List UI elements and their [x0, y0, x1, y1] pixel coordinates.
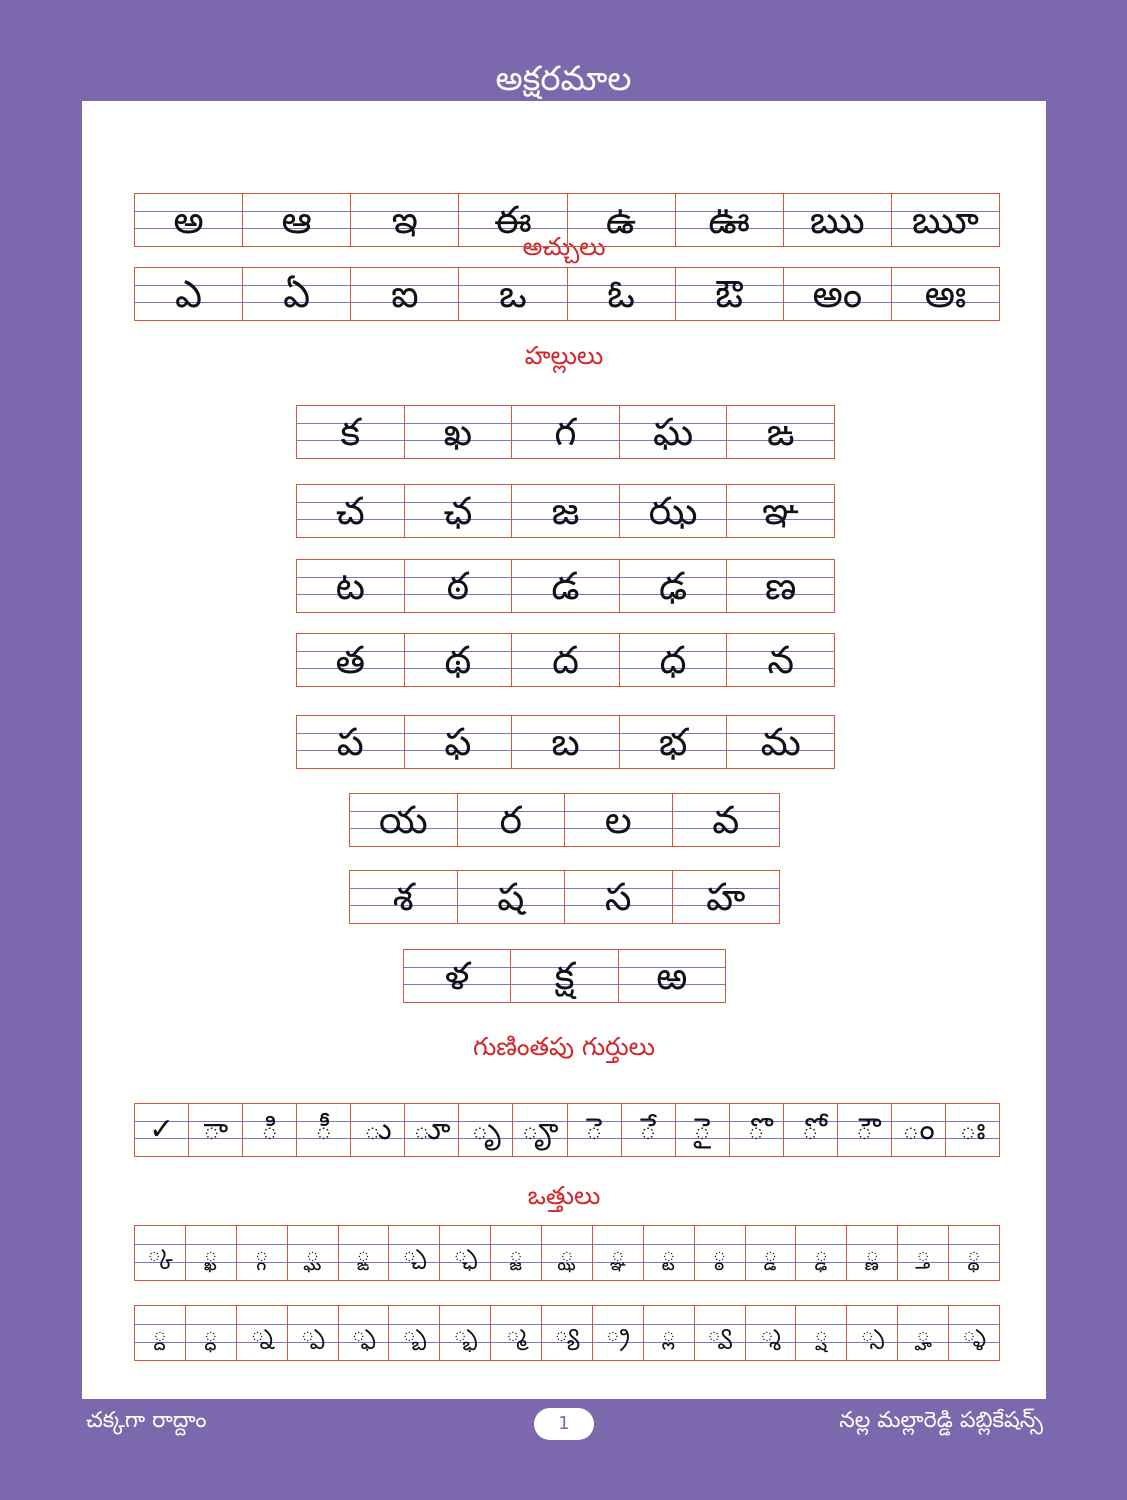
conjunct-cell	[593, 1306, 644, 1360]
footer-book-title: చక్కగా రాద్దాం	[86, 1408, 207, 1433]
vowel-sign-cell	[243, 1104, 297, 1156]
letter-glyph: ే	[639, 1112, 657, 1147]
conjunct-cell	[339, 1226, 390, 1280]
vowel-sign-cell	[622, 1104, 676, 1156]
consonants-title: హల్లులు	[524, 341, 604, 370]
vowels-grid-row-2	[134, 267, 1000, 321]
consonant-letter-cell	[673, 794, 781, 846]
letter-glyph: ి	[260, 1112, 279, 1147]
letter-glyph: య	[378, 798, 428, 842]
letter-glyph: ఇ	[391, 198, 418, 242]
letter-glyph: ్ప	[300, 1319, 325, 1347]
letter-glyph: ్త	[916, 1239, 930, 1267]
letter-glyph: ్ర	[605, 1319, 630, 1347]
conjunct-cell	[847, 1226, 898, 1280]
letter-glyph: భ	[658, 720, 688, 764]
consonant-letter-cell	[405, 560, 513, 612]
letter-glyph: ్ఢ	[814, 1239, 829, 1267]
consonant-letter-cell	[512, 485, 620, 537]
vowel-letter-cell	[351, 268, 459, 320]
vowel-letter-cell	[459, 194, 567, 246]
consonant-letter-cell	[405, 634, 513, 686]
vowel-sign-cell	[676, 1104, 730, 1156]
letter-glyph: ఒ	[499, 272, 527, 316]
consonant-letter-cell	[511, 950, 618, 1002]
letter-glyph: ్ఞ	[610, 1239, 625, 1267]
consonant-letter-cell	[620, 485, 728, 537]
letter-glyph: ఉ	[605, 198, 637, 242]
letter-glyph: ఋ	[809, 198, 865, 242]
vowel-letter-cell	[351, 194, 459, 246]
letter-glyph: ః	[959, 1112, 986, 1147]
letter-glyph: ఎ	[175, 272, 203, 316]
vowel-letter-cell	[892, 268, 1000, 320]
vowel-sign-cell	[946, 1104, 1000, 1156]
consonant-letter-cell	[565, 871, 673, 923]
letter-glyph: ట	[335, 564, 365, 608]
conjunct-cell	[339, 1306, 390, 1360]
letter-glyph: ఢ	[659, 564, 688, 608]
letter-glyph: ూ	[413, 1112, 451, 1147]
conjunct-cell	[389, 1226, 440, 1280]
letter-glyph: ్ఝ	[560, 1239, 574, 1267]
consonant-letter-cell	[512, 716, 620, 768]
conjunct-cell	[237, 1306, 288, 1360]
consonants-grid-row-8	[403, 949, 726, 1003]
letter-glyph: న	[767, 638, 795, 682]
vowel-letter-cell	[892, 194, 1000, 246]
vowel-sign-cell	[784, 1104, 838, 1156]
vowel-signs-grid-row	[134, 1103, 1000, 1157]
conjunct-cell	[949, 1306, 1000, 1360]
letter-glyph: త	[335, 638, 366, 682]
letter-glyph: ౠ	[911, 198, 979, 242]
consonants-grid-row-5	[296, 715, 835, 769]
conjuncts-grid-row-2	[134, 1305, 1000, 1361]
letter-glyph: ్ట	[661, 1239, 676, 1267]
vowel-sign-cell	[189, 1104, 243, 1156]
letter-glyph: ు	[363, 1112, 392, 1147]
letter-glyph: ఱ	[656, 954, 688, 998]
conjunct-cell	[847, 1306, 898, 1360]
vowels-title: అచ్చులు	[522, 232, 606, 261]
vowel-letter-cell	[676, 194, 784, 246]
consonant-letter-cell	[405, 406, 513, 458]
letter-glyph: ప	[336, 720, 364, 764]
letter-glyph: ్బ	[402, 1319, 427, 1347]
letter-glyph: ె	[585, 1112, 603, 1147]
letter-glyph: గ	[554, 410, 577, 454]
conjunct-cell	[440, 1226, 491, 1280]
letter-glyph: ఖ	[443, 410, 473, 454]
letter-glyph: ్క	[147, 1239, 173, 1267]
letter-glyph: ీ	[315, 1112, 333, 1147]
letter-glyph: ్భ	[453, 1319, 478, 1347]
vowel-sign-cell	[351, 1104, 405, 1156]
consonant-letter-cell	[458, 871, 566, 923]
consonants-grid-row-6	[349, 793, 780, 847]
conjunct-cell	[389, 1306, 440, 1360]
vowel-sign-cell	[459, 1104, 513, 1156]
consonant-letter-cell	[727, 485, 835, 537]
consonant-letter-cell	[297, 634, 405, 686]
consonant-letter-cell	[405, 485, 513, 537]
letter-glyph: ్ణ	[865, 1239, 880, 1267]
letter-glyph: చ	[335, 489, 365, 533]
conjunct-cell	[135, 1306, 186, 1360]
conjunct-cell	[186, 1226, 237, 1280]
letter-glyph: ఓ	[607, 272, 635, 316]
footer-publisher: నల్ల మల్లారెడ్డి పబ్లికేషన్స్	[839, 1408, 1043, 1433]
letter-glyph: ్స	[860, 1319, 884, 1347]
letter-glyph: ్ఛ	[453, 1239, 477, 1267]
letter-glyph: ఙ	[766, 410, 795, 454]
consonant-letter-cell	[727, 716, 835, 768]
consonant-letter-cell	[297, 485, 405, 537]
vowel-letter-cell	[243, 268, 351, 320]
letter-glyph: ై	[693, 1112, 711, 1147]
vowel-sign-cell	[730, 1104, 784, 1156]
letter-glyph: క	[340, 410, 361, 454]
letter-glyph: ఝ	[648, 489, 698, 533]
page-title: అక్షరమాల	[495, 59, 632, 99]
consonant-letter-cell	[297, 716, 405, 768]
consonants-grid-row-7	[349, 870, 780, 924]
conjunct-cell	[491, 1226, 542, 1280]
letter-glyph: ్శ	[760, 1319, 781, 1347]
letter-glyph: ధ	[659, 638, 687, 682]
consonant-letter-cell	[565, 794, 673, 846]
letter-glyph: ✓	[148, 1112, 175, 1147]
letter-glyph: స	[604, 875, 632, 919]
letter-glyph: ఞ	[762, 489, 800, 533]
vowel-letter-cell	[568, 194, 676, 246]
letter-glyph: ్ఘ	[305, 1239, 320, 1267]
consonant-letter-cell	[727, 634, 835, 686]
conjuncts-grid-row-1	[134, 1225, 1000, 1281]
letter-glyph: ం	[902, 1112, 935, 1147]
letter-glyph: ్ధ	[203, 1319, 218, 1347]
conjunct-cell	[796, 1226, 847, 1280]
conjunct-cell	[695, 1306, 746, 1360]
letter-glyph: ర	[499, 798, 523, 842]
letter-glyph: జ	[551, 489, 580, 533]
consonant-letter-cell	[350, 794, 458, 846]
letter-glyph: ్ష	[814, 1319, 829, 1347]
vowels-grid-row-1	[134, 193, 1000, 247]
letter-glyph: ఛ	[443, 489, 473, 533]
conjunct-cell	[949, 1226, 1000, 1280]
letter-glyph: ్ఫ	[351, 1319, 376, 1347]
letter-glyph: ్ళ	[962, 1319, 986, 1347]
vowel-sign-cell	[838, 1104, 892, 1156]
conjunct-cell	[440, 1306, 491, 1360]
letter-glyph: అః	[924, 272, 967, 316]
letter-glyph: ృ	[471, 1112, 501, 1147]
consonant-letter-cell	[512, 560, 620, 612]
letter-glyph: డ	[551, 564, 580, 608]
letter-glyph: అం	[812, 272, 863, 316]
vowel-sign-cell	[892, 1104, 946, 1156]
conjunct-cell	[796, 1306, 847, 1360]
letter-glyph: ్ఙ	[356, 1239, 371, 1267]
letter-glyph: ా	[203, 1112, 229, 1147]
conjunct-cell	[898, 1306, 949, 1360]
letter-glyph: ్చ	[402, 1239, 427, 1267]
conjunct-cell	[186, 1306, 237, 1360]
consonant-letter-cell	[512, 634, 620, 686]
letter-glyph: ొ	[747, 1112, 765, 1147]
worksheet	[82, 101, 1046, 1399]
consonant-letter-cell	[297, 560, 405, 612]
letter-glyph: ్వ	[707, 1319, 732, 1347]
letter-glyph: ౌ	[855, 1112, 874, 1147]
vowel-letter-cell	[135, 194, 243, 246]
letter-glyph: ో	[801, 1112, 819, 1147]
letter-glyph: ్గ	[254, 1239, 269, 1267]
conjunct-cell	[644, 1226, 695, 1280]
vowel-letter-cell	[135, 268, 243, 320]
consonant-letter-cell	[620, 634, 728, 686]
consonants-grid-row-1	[296, 405, 835, 459]
consonant-letter-cell	[404, 950, 511, 1002]
vowel-sign-cell	[405, 1104, 459, 1156]
letter-glyph: బ	[551, 720, 580, 764]
letter-glyph: ్ఖ	[203, 1239, 218, 1267]
vowel-sign-cell	[513, 1104, 567, 1156]
consonant-letter-cell	[619, 950, 726, 1002]
letter-glyph: ఊ	[708, 198, 750, 242]
conjunct-cell	[237, 1226, 288, 1280]
page-number-badge: 1	[534, 1408, 594, 1440]
vowel-letter-cell	[243, 194, 351, 246]
consonants-grid-row-4	[296, 633, 835, 687]
vowel-letter-cell	[784, 268, 892, 320]
consonant-letter-cell	[620, 406, 728, 458]
letter-glyph: ఏ	[283, 272, 311, 316]
letter-glyph: ్ఠ	[712, 1239, 727, 1267]
letter-glyph: ్య	[554, 1319, 580, 1347]
letter-glyph: ్హ	[916, 1319, 930, 1347]
letter-glyph: ఫ	[444, 720, 472, 764]
letter-glyph: శ	[392, 875, 414, 919]
letter-glyph: ఆ	[281, 198, 312, 242]
letter-glyph: ల	[604, 798, 632, 842]
letter-glyph: ్ద	[153, 1319, 167, 1347]
consonant-letter-cell	[297, 406, 405, 458]
letter-glyph: ్మ	[506, 1319, 527, 1347]
letter-glyph: వ	[712, 798, 740, 842]
consonants-grid-row-2	[296, 484, 835, 538]
letter-glyph: ్న	[250, 1319, 273, 1347]
conjunct-cell	[288, 1226, 339, 1280]
conjunct-cell	[542, 1226, 593, 1280]
consonant-letter-cell	[620, 716, 728, 768]
letter-glyph: ఐ	[390, 272, 419, 316]
vowel-letter-cell	[459, 268, 567, 320]
conjunct-cell	[288, 1306, 339, 1360]
letter-glyph: ష	[497, 875, 525, 919]
letter-glyph: ్థ	[967, 1239, 981, 1267]
conjunct-cell	[898, 1226, 949, 1280]
letter-glyph: క్ష	[554, 954, 575, 998]
consonant-letter-cell	[350, 871, 458, 923]
letter-glyph: ౄ	[521, 1112, 559, 1147]
consonant-letter-cell	[512, 406, 620, 458]
conjuncts-title: ఒత్తులు	[527, 1181, 601, 1210]
conjunct-cell	[695, 1226, 746, 1280]
consonant-letter-cell	[458, 794, 566, 846]
letter-glyph: ్ల	[661, 1319, 676, 1347]
conjunct-cell	[644, 1306, 695, 1360]
consonant-letter-cell	[405, 716, 513, 768]
conjunct-cell	[135, 1226, 186, 1280]
vowel-sign-cell	[135, 1104, 189, 1156]
letter-glyph: ్డ	[763, 1239, 778, 1267]
consonant-letter-cell	[727, 560, 835, 612]
consonant-letter-cell	[620, 560, 728, 612]
letter-glyph: ఈ	[494, 198, 532, 242]
vowel-sign-cell	[297, 1104, 351, 1156]
conjunct-cell	[491, 1306, 542, 1360]
letter-glyph: ణ	[764, 564, 797, 608]
vowel-letter-cell	[784, 194, 892, 246]
conjunct-cell	[746, 1226, 797, 1280]
letter-glyph: ఠ	[446, 564, 470, 608]
consonants-grid-row-3	[296, 559, 835, 613]
letter-glyph: ్జ	[509, 1239, 523, 1267]
letter-glyph: ళ	[444, 954, 470, 998]
letter-glyph: హ	[706, 875, 746, 919]
consonant-letter-cell	[727, 406, 835, 458]
consonant-letter-cell	[673, 871, 781, 923]
letter-glyph: ఔ	[715, 272, 744, 316]
vowel-letter-cell	[568, 268, 676, 320]
conjunct-cell	[542, 1306, 593, 1360]
conjunct-cell	[593, 1226, 644, 1280]
letter-glyph: ఘ	[652, 410, 694, 454]
vowel-signs-title: గుణింతపు గుర్తులు	[473, 1032, 655, 1061]
letter-glyph: థ	[444, 638, 472, 682]
letter-glyph: అ	[173, 198, 204, 242]
vowel-letter-cell	[676, 268, 784, 320]
letter-glyph: ద	[552, 638, 579, 682]
vowel-sign-cell	[568, 1104, 622, 1156]
conjunct-cell	[746, 1306, 797, 1360]
letter-glyph: మ	[760, 720, 801, 764]
